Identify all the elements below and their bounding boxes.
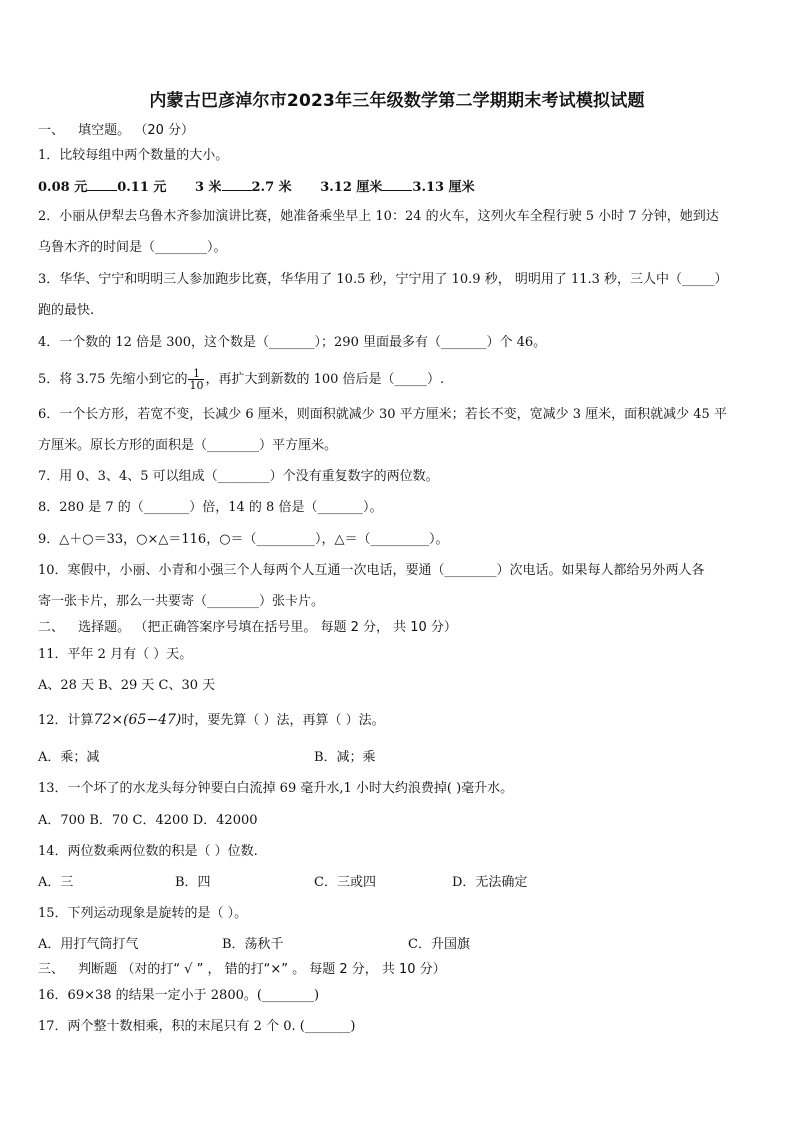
question-6-line-1: 6．一个长方形，若宽不变，长减少 6 厘米，则面积就减少 30 平方厘米；若长不变，宽减少 3 厘米，面积就减少 45 平 xyxy=(38,407,727,422)
question-13-options: A．700 B．70 C．4200 D．42000 xyxy=(38,813,258,828)
q12-option-a: A．乘；减 xyxy=(38,750,100,765)
section-1-score: （20 分） xyxy=(134,123,194,138)
question-11-options: A、28 天 B、29 天 C、30 天 xyxy=(38,678,216,693)
q12-expression: 72×(65−47) xyxy=(93,712,182,728)
question-14: 14．两位数乘两位数的积是（ ）位数. xyxy=(38,844,258,859)
q12-option-b: B．减；乘 xyxy=(314,750,376,765)
question-1: 1．比较每组中两个数量的大小。 xyxy=(38,148,229,163)
question-5 xyxy=(38,368,760,391)
question-14-options xyxy=(38,875,760,891)
q5-numerator: 1 xyxy=(188,368,204,380)
section-1-name: 填空题。 xyxy=(78,123,131,138)
page-title: 内蒙古巴彦淖尔市2023年三年级数学第二学期期末考试模拟试题 xyxy=(149,91,645,111)
section-1-heading xyxy=(38,123,760,139)
q1-blank-3 xyxy=(382,178,412,191)
question-2-line-1: 2．小丽从伊犁去乌鲁木齐参加演讲比赛，她准备乘坐早上 10：24 的火车，这列火车全程行驶 5 小时 7 分钟，她到达 xyxy=(38,209,719,224)
q15-option-b: B．荡秋千 xyxy=(222,937,284,952)
question-11: 11．平年 2 月有（ ）天。 xyxy=(38,647,193,662)
question-4: 4．一个数的 12 倍是 300，这个数是（_______）；290 里面最多有（_______）个 46。 xyxy=(38,335,547,350)
question-1-comparisons xyxy=(38,178,760,196)
question-2-line-2: 乌鲁木齐的时间是（________）。 xyxy=(38,240,227,255)
section-3-heading xyxy=(38,962,760,978)
q14-option-d: D．无法确定 xyxy=(452,875,528,890)
question-15: 15．下列运动现象是旋转的是（ ）。 xyxy=(38,906,248,921)
section-3-note: （对的打“ √ ” ， 错的打“×” 。 每题 2 分， 共 10 分） xyxy=(121,962,446,977)
section-3-name: 判断题 xyxy=(78,962,118,977)
q1-a: 0.08 元 xyxy=(38,180,88,195)
q5-suffix: ，再扩大到新数的 100 倍后是（_____）. xyxy=(205,372,445,387)
q14-option-b: B．四 xyxy=(175,875,211,890)
q5-fraction xyxy=(188,368,204,391)
q12-suffix: 时，要先算（ ）法，再算（ ）法。 xyxy=(181,713,385,728)
question-10-line-2: 寄一张卡片，那么一共要寄（________）张卡片。 xyxy=(38,594,325,609)
q5-denominator: 10 xyxy=(189,379,204,392)
q1-d: 2.7 米 xyxy=(251,180,292,195)
q1-blank-1 xyxy=(87,178,117,191)
q1-c: 3 米 xyxy=(194,180,222,195)
question-3-line-2: 跑的最快. xyxy=(38,303,95,318)
question-12-options xyxy=(38,750,760,766)
question-15-options xyxy=(38,937,760,953)
question-10-line-1: 10．寒假中，小丽、小青和小强三个人每两个人互通一次电话，要通（________）次电话。如果每人都给另外两人各 xyxy=(38,563,705,578)
question-8: 8．280 是 7 的（_______）倍，14 的 8 倍是（_______）。 xyxy=(38,500,383,515)
question-12 xyxy=(38,712,760,729)
q12-prefix: 12．计算 xyxy=(38,713,94,728)
q5-prefix: 5．将 3.75 先缩小到它的 xyxy=(38,372,188,387)
q1-f: 3.13 厘米 xyxy=(412,180,475,195)
question-17: 17．两个整十数相乘，积的末尾只有 2 个 0. (_______) xyxy=(38,1019,356,1034)
question-9: 9．△＋○＝33，○×△＝116，○＝（_________），△＝（_________）。 xyxy=(38,532,449,547)
question-6-line-2: 方厘米。原长方形的面积是（________）平方厘米。 xyxy=(38,438,338,453)
question-16: 16．69×38 的结果一定小于 2800。(________) xyxy=(38,988,320,1003)
section-2-note: （把正确答案序号填在括号里。 每题 2 分， 共 10 分） xyxy=(134,620,457,635)
section-2-name: 选择题。 xyxy=(78,620,131,635)
section-3-number: 三、 xyxy=(38,962,65,977)
q14-option-a: A．三 xyxy=(38,875,74,890)
q1-blank-2 xyxy=(222,178,252,191)
question-3-line-1: 3．华华、宁宁和明明三人参加跑步比赛，华华用了 10.5 秒，宁宁用了 10.9 秒， 明明用了 11.3 秒，三人中（_____） xyxy=(38,272,728,287)
section-2-heading xyxy=(38,620,760,636)
q15-option-c: C．升国旗 xyxy=(408,937,470,952)
q14-option-c: C．三或四 xyxy=(314,875,376,890)
section-2-number: 二、 xyxy=(38,620,65,635)
q15-option-a: A．用打气筒打气 xyxy=(38,937,139,952)
section-1-number: 一、 xyxy=(38,123,65,138)
q1-e: 3.12 厘米 xyxy=(320,180,383,195)
question-13: 13．一个坏了的水龙头每分钟要白白流掉 69 毫升水,1 小时大约浪费掉( )毫升水。 xyxy=(38,781,514,796)
question-7: 7．用 0、3、4、5 可以组成（________）个没有重复数字的两位数。 xyxy=(38,469,439,484)
q1-b: 0.11 元 xyxy=(117,180,167,195)
